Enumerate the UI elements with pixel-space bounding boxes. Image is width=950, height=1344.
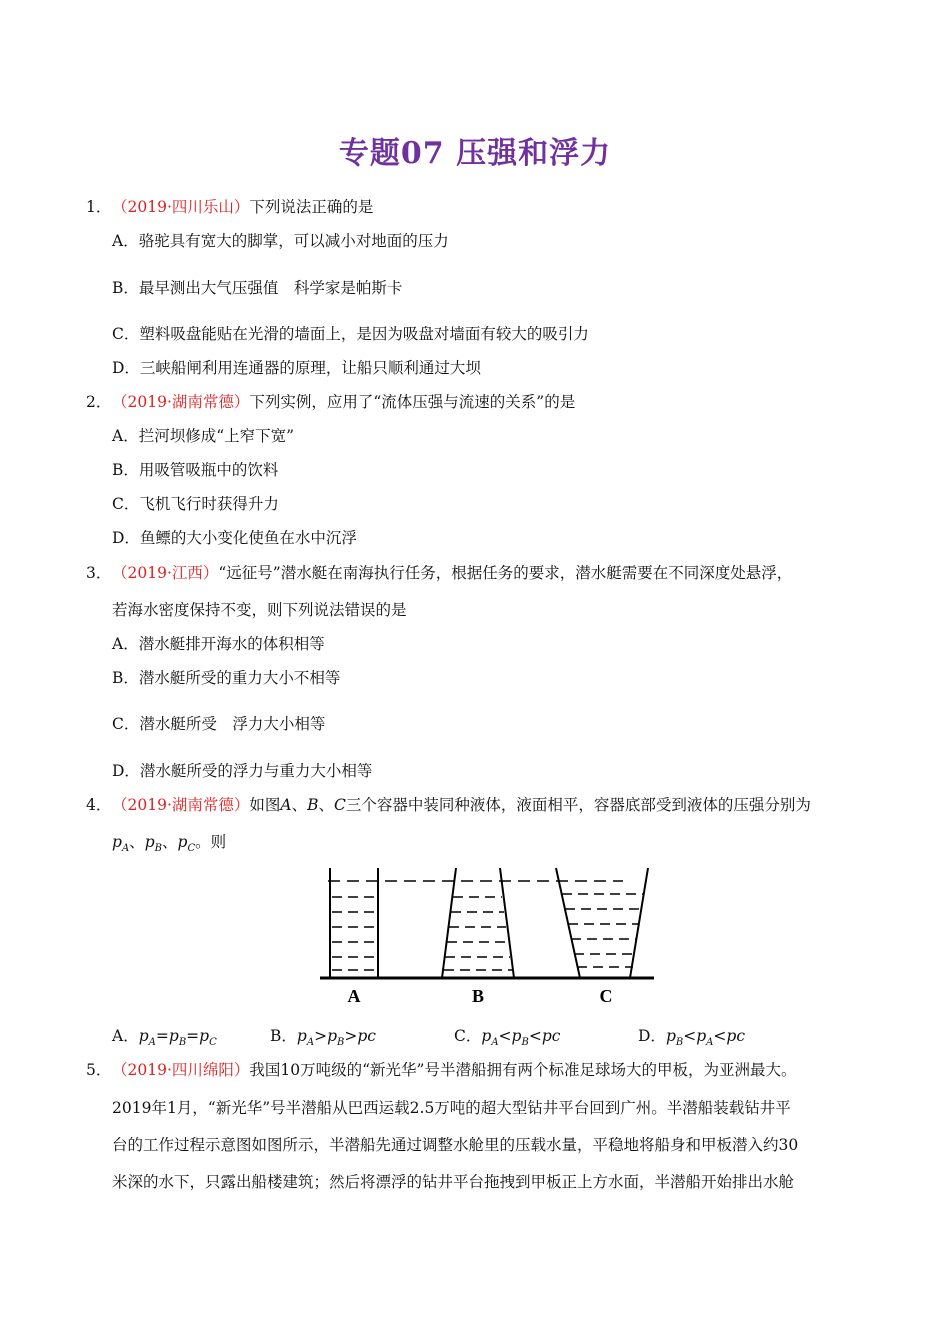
question-stem: 下列实例，应用了“流体压强与流速的关系”的是: [249, 393, 576, 411]
container-b: [442, 868, 514, 978]
container-a: [330, 868, 378, 978]
question-stem-continued: 若海水密度保持不变，则下列说法错误的是: [112, 601, 407, 619]
question-stem: 下列说法正确的是: [249, 198, 374, 216]
containers-figure: [318, 862, 658, 1008]
question-1: [86, 197, 373, 217]
q4-option-b: B．$p_A>p_B>pc$: [270, 1027, 376, 1049]
q3-option-c: C．潜水艇所受 浮力大小相等: [112, 715, 326, 733]
question-5: [86, 1060, 796, 1080]
question-source: （2019·江西）: [112, 564, 219, 582]
q2-option-c: C．飞机飞行时获得升力: [112, 495, 279, 513]
question-number: 2．: [86, 393, 112, 411]
question-source: （2019·湖南常德）: [112, 796, 250, 814]
figure-label-c: C: [599, 986, 613, 1006]
question-number: 5．: [86, 1061, 112, 1079]
q1-option-b: B．最早测出大气压强值 科学家是帕斯卡: [112, 279, 403, 297]
q3-option-b: B．潜水艇所受的重力大小不相等: [112, 669, 341, 687]
container-c: [556, 868, 648, 978]
question-stem-continued: 台的工作过程示意图如图所示，半潜船先通过调整水舱里的压载水量，平稳地将船身和甲板潜入约30: [112, 1136, 799, 1154]
q2-option-d: D．鱼鳔的大小变化使鱼在水中沉浮: [112, 529, 357, 547]
question-stem-continued: 2019年1月，“新光华”号半潜船从巴西运载2.5万吨的超大型钻井平台回到广州。半潜船装载钻井平: [112, 1099, 791, 1117]
question-number: 1．: [86, 198, 112, 216]
question-stem-continued: $p_A$、$p_B$、$p_C$。则: [112, 833, 227, 855]
q3-option-a: A．潜水艇排开海水的体积相等: [112, 635, 325, 653]
q4-option-c: C．$p_A<p_B<pc$: [454, 1027, 561, 1049]
question-source: （2019·湖南常德）: [112, 393, 250, 411]
question-2: [86, 392, 575, 412]
figure-label-a: A: [347, 986, 361, 1006]
question-number: 3．: [86, 564, 112, 582]
q1-option-c: C．塑料吸盘能贴在光滑的墙面上，是因为吸盘对墙面有较大的吸引力: [112, 325, 589, 343]
question-source: （2019·四川乐山）: [112, 198, 250, 216]
question-stem-continued: 米深的水下，只露出船楼建筑；然后将漂浮的钻井平台拖拽到甲板正上方水面，半潜船开始排出水舱: [112, 1173, 795, 1191]
question-3: [86, 563, 792, 583]
question-stem: 我国10万吨级的“新光华”号半潜船拥有两个标准足球场大的甲板，为亚洲最大。: [249, 1061, 797, 1079]
q4-option-a: A．$p_A=p_B=p_C$: [112, 1027, 217, 1049]
q4-option-d: D．$p_B<p_A<pc$: [638, 1027, 746, 1049]
q3-option-d: D．潜水艇所受的浮力与重力大小相等: [112, 762, 373, 780]
question-stem: 。则: [195, 833, 227, 851]
question-number: 4．: [86, 796, 112, 814]
figure-label-b: B: [471, 986, 485, 1006]
q1-option-a: A．骆驼具有宽大的脚掌，可以减小对地面的压力: [112, 232, 449, 250]
question-stem: 如图: [249, 796, 281, 814]
q1-option-d: D．三峡船闸利用连通器的原理，让船只顺利通过大坝: [112, 359, 481, 377]
question-stem: “远征号”潜水艇在南海执行任务，根据任务的要求，潜水艇需要在不同深度处悬浮，: [218, 564, 793, 582]
q2-option-b: B．用吸管吸瓶中的饮料: [112, 461, 279, 479]
question-4: 4．（2019·湖南常德）如图A、B、C三个容器中装同种液体，液面相平，容器底部受到液体的压强分别为: [86, 796, 811, 814]
question-source: （2019·四川绵阳）: [112, 1061, 250, 1079]
q2-option-a: A．拦河坝修成“上窄下宽”: [112, 427, 295, 445]
page-title: 专题07 压强和浮力: [338, 136, 612, 171]
question-stem: 三个容器中装同种液体，液面相平，容器底部受到液体的压强分别为: [345, 796, 811, 814]
